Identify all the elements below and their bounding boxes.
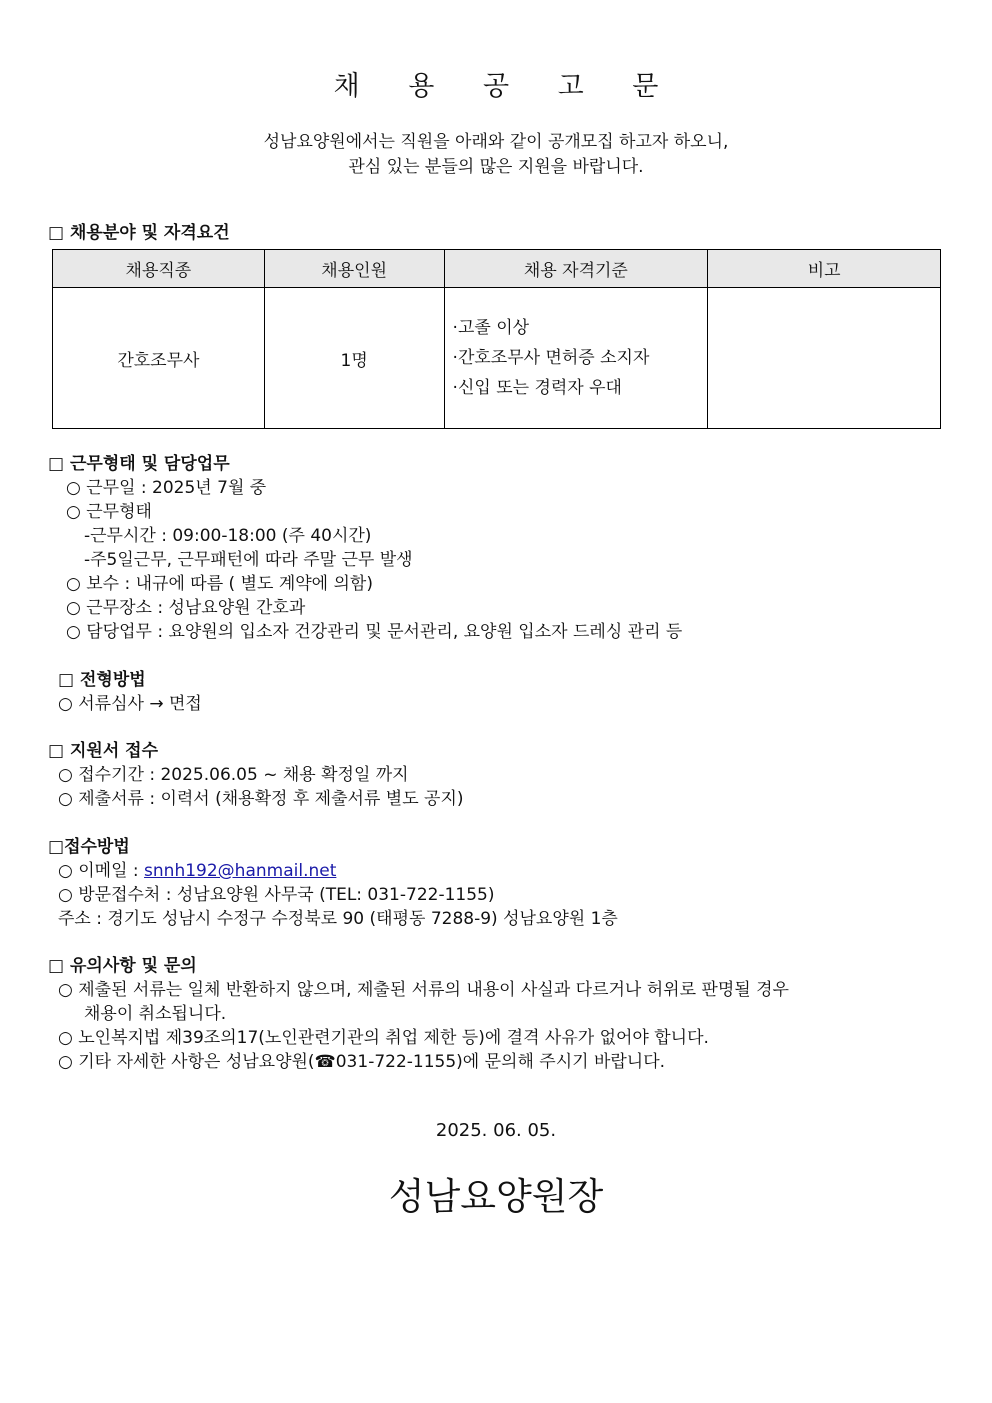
list-item: ○ 제출서류 : 이력서 (채용확정 후 제출서류 별도 공지)	[58, 789, 464, 809]
list-item: ○ 접수기간 : 2025.06.05 ~ 채용 확정일 까지	[58, 765, 409, 785]
section-heading-work	[48, 449, 230, 474]
count-cell: 1명	[264, 288, 444, 429]
section-heading-label: 지원서 접수	[69, 741, 159, 761]
qualification-table	[52, 249, 941, 429]
criteria-item: ·신입 또는 경력자 우대	[452, 378, 622, 398]
list-item: -주5일근무, 근무패턴에 따라 주말 근무 발생	[84, 550, 413, 570]
checkbox-square-icon: □	[58, 670, 75, 690]
document-date: 2025. 06. 05.	[435, 1120, 557, 1141]
signer-name: 성남요양원장	[388, 1175, 604, 1218]
list-item: ○ 근무일 : 2025년 7월 중	[66, 478, 267, 498]
checkbox-square-icon: □	[48, 956, 65, 976]
checkbox-square-icon: □	[48, 454, 65, 474]
email-prefix: ○ 이메일 :	[58, 861, 145, 881]
list-item: ○ 노인복지법 제39조의17(노인관련기관의 취업 제한 등)에 결격 사유가 없어야 합니다.	[58, 1028, 709, 1048]
criteria-item: ·간호조무사 면허증 소지자	[452, 348, 650, 368]
intro-line: 관심 있는 분들의 많은 지원을 바랍니다.	[348, 157, 644, 177]
section-heading-method	[48, 832, 130, 857]
table-header-row	[53, 250, 941, 288]
list-item: ○ 근무형태	[66, 502, 152, 522]
section-heading-qualifications	[48, 218, 230, 243]
email-link[interactable]: snnh192@hanmail.net	[144, 861, 337, 881]
section-heading-label: 채용분야 및 자격요건	[69, 223, 230, 243]
note-cell	[708, 288, 941, 429]
job-cell: 간호조무사	[53, 288, 265, 429]
list-item: ○ 방문접수처 : 성남요양원 사무국 (TEL: 031-722-1155)	[58, 885, 495, 905]
criteria-item: ·고졸 이상	[452, 318, 530, 338]
list-item: ○ 보수 : 내규에 따름 ( 별도 계약에 의함)	[66, 574, 373, 594]
intro-line: 성남요양원에서는 직원을 아래와 같이 공개모집 하고자 하오니,	[263, 132, 729, 152]
checkbox-square-icon: □	[48, 741, 65, 761]
criteria-cell	[444, 288, 708, 429]
section-heading-label: 근무형태 및 담당업무	[69, 454, 230, 474]
section-heading-selection	[58, 665, 146, 690]
intro-text	[0, 130, 992, 180]
list-item: 채용이 취소됩니다.	[84, 1004, 227, 1024]
section-heading-label: 전형방법	[79, 670, 146, 690]
list-item: ○ 기타 자세한 사항은 성남요양원(☎031-722-1155)에 문의해 주시기 바랍니다.	[58, 1052, 666, 1072]
list-item: -근무시간 : 09:00-18:00 (주 40시간)	[84, 526, 372, 546]
list-item: ○ 담당업무 : 요양원의 입소자 건강관리 및 문서관리, 요양원 입소자 드레싱 관리 등	[66, 622, 683, 642]
checkbox-square-icon: □	[48, 223, 65, 243]
section-heading-label: 유의사항 및 문의	[69, 956, 197, 976]
page-title: 채 용 공 고 문	[333, 71, 679, 102]
email-line	[58, 856, 336, 881]
address-line: 주소 : 경기도 성남시 수정구 수정북로 90 (태평동 7288-9) 성남요양원 1층	[58, 909, 618, 929]
section-heading-application	[48, 736, 158, 761]
table-header-cell: 채용 자격기준	[444, 250, 708, 288]
table-header-cell: 채용인원	[264, 250, 444, 288]
list-item: ○ 근무장소 : 성남요양원 간호과	[66, 598, 306, 618]
table-row	[53, 288, 941, 429]
checkbox-square-icon: □	[48, 837, 65, 857]
section-heading-notes	[48, 951, 197, 976]
list-item: ○ 제출된 서류는 일체 반환하지 않으며, 제출된 서류의 내용이 사실과 다르거나 허위로 판명될 경우	[58, 980, 789, 1000]
table-header-cell: 채용직종	[53, 250, 265, 288]
list-item: ○ 서류심사 → 면접	[58, 694, 202, 714]
section-heading-label: 접수방법	[64, 837, 130, 857]
table-header-cell: 비고	[708, 250, 941, 288]
